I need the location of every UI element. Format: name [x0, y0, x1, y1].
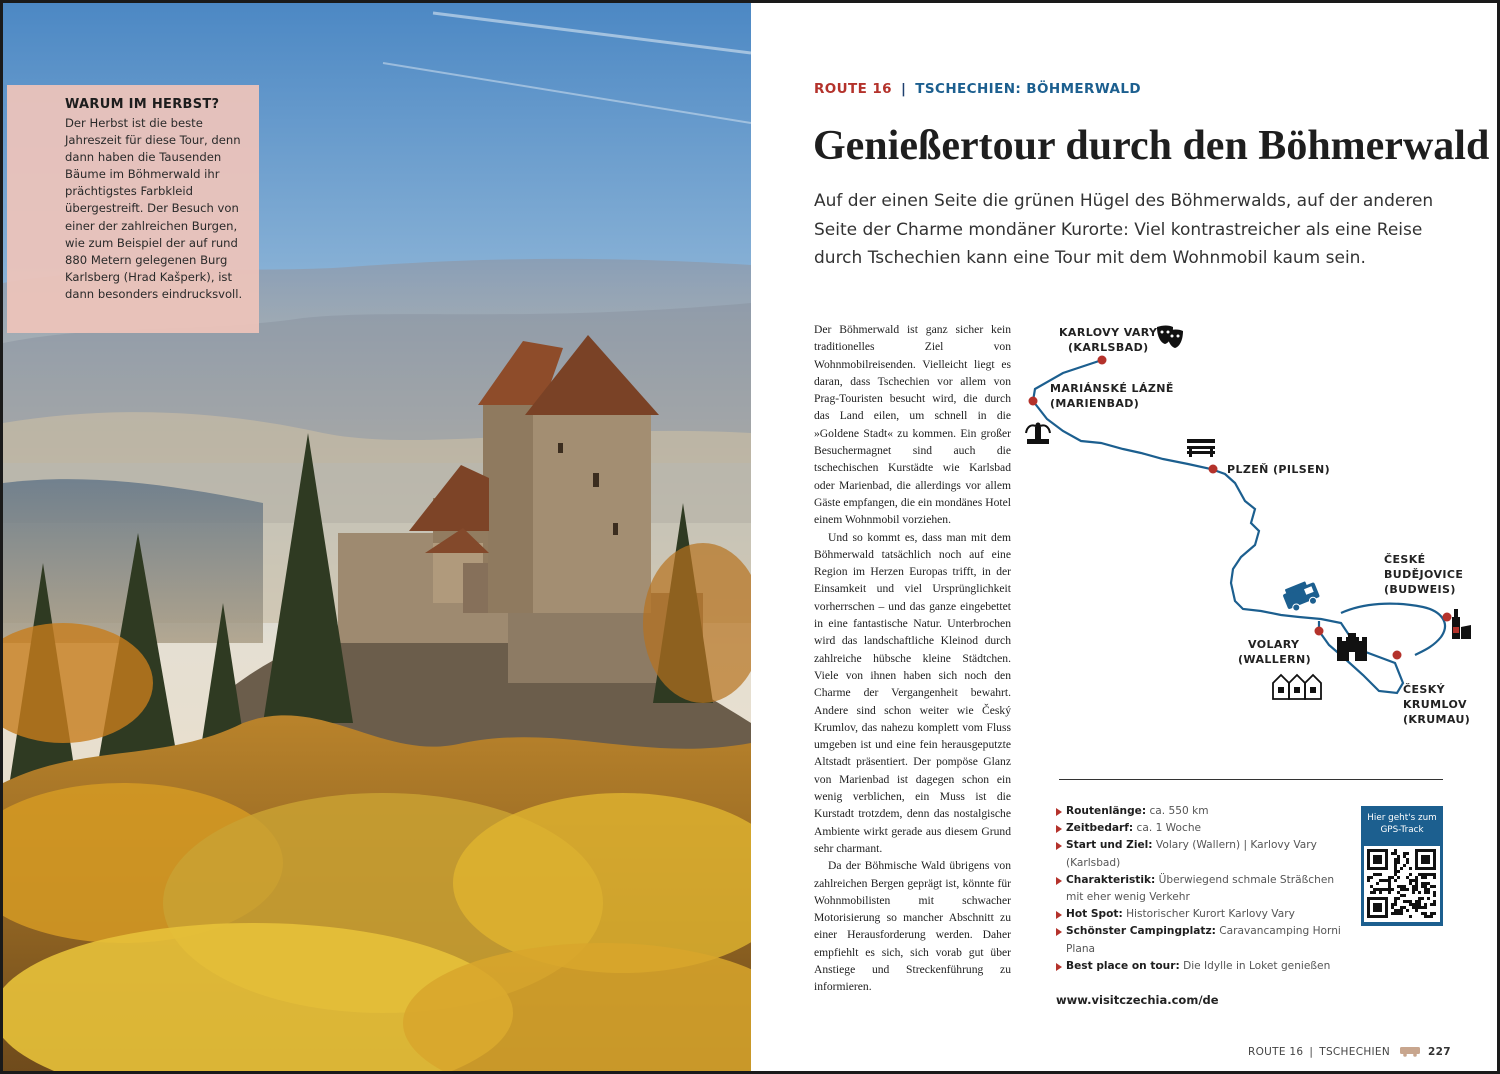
houses-icon [1273, 675, 1321, 699]
fact-hot-spot [1056, 906, 1341, 923]
camper-van-icon [1400, 1046, 1422, 1057]
label-karlsbad: (KARLSBAD) [1068, 341, 1149, 354]
fact-label: Hot Spot: [1066, 908, 1123, 921]
body-paragraph: Der Böhmerwald ist ganz sicher kein traditionelles Ziel von Wohnmobilreisenden. Vielleicht liegt es daran, dass Tschechien vor allem von Prag-Touristen besucht wird, die durch das Land eilen, um schnell in die »Goldene Stadt« zu kommen. Ein großer Besuchermagnet sind auch die tschechischen Kurstädte wie Karlsbad oder Marienbad, die allerdings vor allem Gäste empfangen, die ein mondänes Hotel einem Wohnmobil vorziehen. [814, 323, 1011, 527]
route-header [814, 81, 1141, 97]
label-karlovy-vary: KARLOVY VARY [1059, 326, 1158, 339]
stop-ceske-budejovice [1443, 613, 1452, 622]
label-marianske-lazne: MARIÁNSKÉ LÁZNĚ [1050, 382, 1174, 395]
label-volary: VOLARY [1248, 638, 1300, 651]
bullet-triangle-icon [1056, 963, 1062, 971]
label-budweis: (BUDWEIS) [1384, 583, 1456, 596]
fact-label: Schönster Campingplatz: [1066, 925, 1216, 938]
bench-icon [1187, 439, 1215, 457]
route-facts [1056, 803, 1341, 975]
label-plzen: PLZEŇ (PILSEN) [1227, 463, 1331, 476]
fact-campsite [1056, 923, 1341, 957]
footer-separator: | [1309, 1046, 1314, 1058]
label-wallern: (WALLERN) [1238, 653, 1312, 666]
fact-character [1056, 872, 1341, 906]
label-budejovice: BUDĚJOVICE [1384, 568, 1464, 581]
bullet-triangle-icon [1056, 808, 1062, 816]
article-title: Genießertour durch den Böhmerwald [813, 123, 1490, 169]
fact-route-length [1056, 803, 1341, 820]
stop-plzen [1209, 465, 1218, 474]
sidebar-title: WARUM IM HERBST? [65, 97, 220, 112]
fact-value: Volary (Wallern) | Karlovy Vary (Karlsbad) [1066, 839, 1317, 869]
bullet-triangle-icon [1056, 928, 1062, 936]
fact-value: Historischer Kurort Karlovy Vary [1126, 908, 1295, 921]
fact-label: Start und Ziel: [1066, 839, 1153, 852]
stop-cesky-krumlov [1393, 651, 1402, 660]
fact-time-needed [1056, 820, 1341, 837]
sidebar-text: Der Herbst ist die beste Jahreszeit für diese Tour, denn dann haben die Tausenden Bäume im Böhmerwald ihr prächtigstes Farbkleid übergestreift. Der Besuch von einer der zahlreichen Burgen, wie zum Beispiel der auf rund 880 Metern gelegenen Burg Karlsberg (Hrad Kašperk), ist dann besonders eindrucksvoll. [65, 116, 243, 301]
qr-caption: Hier geht's zum GPS-Track [1367, 813, 1437, 835]
stop-karlovy-vary [1098, 356, 1107, 365]
bullet-triangle-icon [1056, 825, 1062, 833]
footer-country: TSCHECHIEN [1319, 1046, 1391, 1058]
label-cesky: ČESKÝ [1403, 683, 1445, 696]
fact-best-place [1056, 958, 1341, 975]
sidebar-box [7, 85, 259, 333]
qr-code-icon[interactable] [1364, 846, 1440, 922]
fountain-icon [1026, 423, 1050, 445]
stop-volary [1315, 627, 1324, 636]
route-label: ROUTE 16 [814, 81, 892, 97]
page-footer [1248, 1046, 1451, 1058]
article-body [814, 321, 1011, 996]
theater-masks-icon [1157, 326, 1183, 349]
fact-value: ca. 1 Woche [1136, 822, 1202, 835]
gps-track-qr-box[interactable] [1361, 806, 1443, 926]
camper-van-icon [1281, 578, 1322, 613]
route-map [1023, 311, 1473, 741]
bullet-triangle-icon [1056, 911, 1062, 919]
fact-start-end [1056, 837, 1341, 871]
fact-value: Caravancamping Horni Plana [1066, 925, 1341, 955]
fact-value: Die Idylle in Loket genießen [1183, 959, 1331, 972]
article-page [753, 3, 1500, 1074]
castle-photo [3, 3, 751, 1074]
fact-label: Charakteristik: [1066, 873, 1156, 886]
label-krumlov: KRUMLOV [1403, 698, 1467, 711]
fact-value: ca. 550 km [1149, 805, 1209, 817]
fact-value: Überwiegend schmale Sträßchen mit eher wenig Verkehr [1066, 873, 1335, 904]
fact-label: Routenlänge: [1066, 805, 1147, 817]
castle-icon [1337, 633, 1367, 661]
label-krumau: (KRUMAU) [1403, 713, 1471, 726]
label-ceske: ČESKÉ [1384, 553, 1426, 566]
website-link[interactable]: www.visitczechia.com/de [1056, 993, 1219, 1007]
beer-bottle-icon [1452, 609, 1471, 639]
region-label: TSCHECHIEN: BÖHMERWALD [915, 81, 1141, 97]
body-paragraph: Und so kommt es, dass man mit dem Böhmerwald tatsächlich noch auf eine Region im Herzen Europas trifft, in der Einsamkeit und viel Ursprünglichkeit vorherrschen – und das ganze eingebettet in eine fantastische Natur. Unterbrochen wird das landschaftliche Kleinod durch zahlreiche hübsche kleine Städtchen. Viele von ihnen haben sich noch den Charme der Vergangenheit bewahrt. Andere sind schon weiter wie Český Krumlov, das nahezu komplett vom Fluss umgeben ist und eine fein herausgeputzte Altstadt präsentiert. Der pompöse Glanz von Marienbad ist dagegen schon ein wenig verblichen, ein Muss ist die Kurstadt trotzdem, denn das nostalgische Ambiente wirkt gerade aus diesem Grund sehr charmant. [814, 530, 1011, 855]
header-separator: | [900, 81, 907, 97]
footer-route: ROUTE 16 [1248, 1046, 1304, 1058]
page-number: 227 [1428, 1046, 1451, 1058]
bullet-triangle-icon [1056, 842, 1062, 850]
stop-marianske-lazne [1029, 397, 1038, 406]
fact-label: Best place on tour: [1066, 959, 1180, 972]
label-marienbad: (MARIENBAD) [1050, 397, 1140, 410]
article-lead: Auf der einen Seite die grünen Hügel des Böhmerwalds, auf der anderen Seite der Charme mondäner Kurorte: Viel kontrastreicher als eine Reise durch Tschechien kann eine Tour mit dem Wohnmobil kaum sein. [814, 191, 1434, 268]
fact-label: Zeitbedarf: [1066, 822, 1134, 835]
bullet-triangle-icon [1056, 877, 1062, 885]
facts-divider [1059, 779, 1443, 780]
body-paragraph: Da der Böhmische Wald übrigens von zahlreichen Bergen geprägt ist, könnte für Wohnmobilisten mit schwacher Motorisierung so mancher Abschnitt zu einer Herausforderung werden. Daher empfiehlt es sich, sich vorab gut über Anstiege und Streckenführung zu informieren. [814, 859, 1011, 994]
